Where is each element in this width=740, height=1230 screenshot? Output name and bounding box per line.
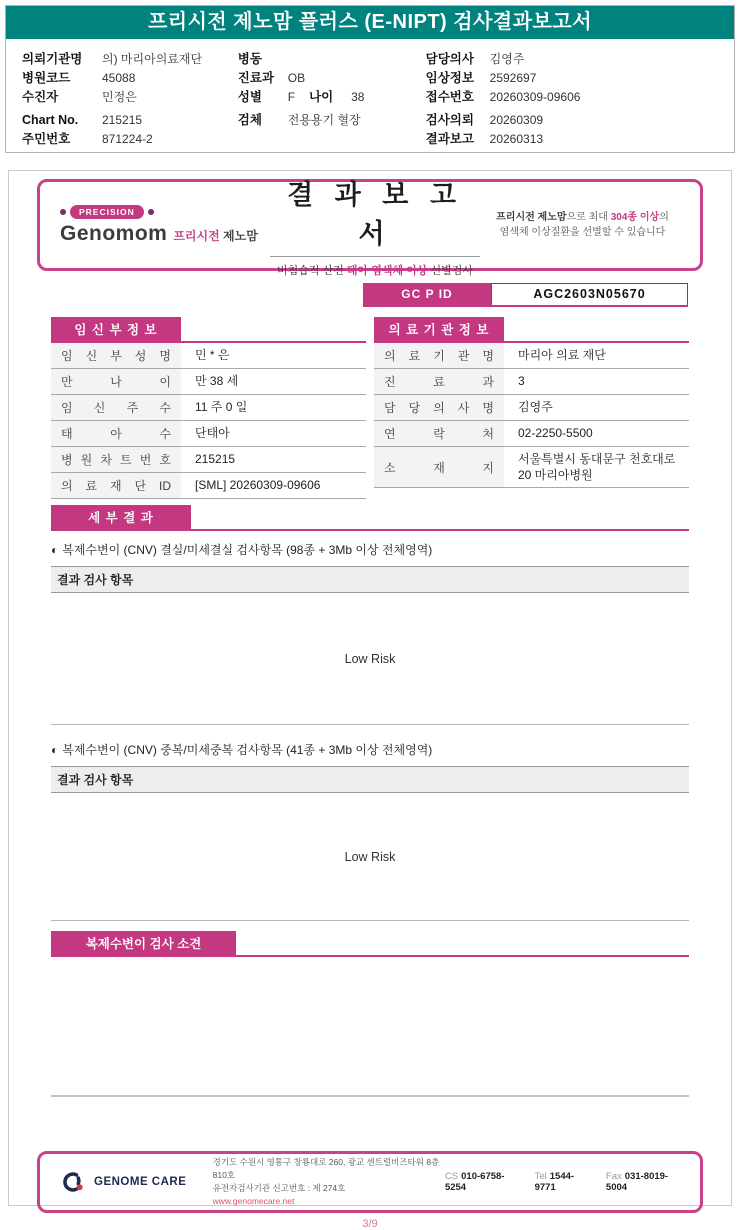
field-value: 215215: [102, 113, 143, 127]
opinion-empty-area: [51, 957, 689, 1097]
field-label-age: 나이: [309, 90, 334, 104]
subtitle-pre: 비침습적 산전: [277, 264, 347, 277]
row-label: [374, 369, 504, 394]
pregnant-table-title: 임 신 부 정 보: [51, 317, 181, 341]
hospital-table-header: [374, 317, 689, 343]
report-page: [8, 170, 732, 1230]
field-label: 임상정보: [425, 71, 474, 85]
pregnant-table-header: [51, 317, 366, 343]
half-circle-bullet-icon: ◐: [51, 743, 59, 757]
page-number: 3/9: [362, 1218, 378, 1230]
gcpid-row: [363, 283, 688, 307]
field-row: [22, 69, 238, 88]
table-row: [51, 395, 366, 421]
genome-care-logo: [58, 1170, 197, 1194]
field-value: 전용용기 혈장: [287, 113, 361, 127]
row-value: 02-2250-5500: [518, 426, 593, 441]
hospital-table-title: 의 료 기 관 정 보: [374, 317, 504, 341]
footer-box: [37, 1151, 703, 1213]
field-value: 김영주: [489, 52, 525, 66]
field-value: F: [287, 90, 296, 104]
risk-status-text: Low Risk: [344, 849, 396, 864]
tagline-mid: 으로 최대: [566, 211, 611, 223]
row-value: 김영주: [518, 400, 553, 415]
table-row: [374, 343, 689, 369]
row-label-text: 담 당 의 사 명: [384, 401, 494, 415]
row-label: [51, 343, 181, 368]
report-title: 결 과 보 고 서: [287, 179, 463, 249]
row-label: [374, 343, 504, 368]
field-row: [238, 88, 426, 107]
license-number: 유전자검사기관 신고번호 : 제 274호: [212, 1183, 346, 1193]
genomom-logo: [60, 205, 265, 246]
tagline-end: 의: [659, 211, 669, 223]
cnv-duplication-heading: [51, 741, 689, 758]
field-label: 수진자: [22, 90, 59, 104]
field-row: [426, 50, 718, 69]
subtitle-post: 선별검사: [427, 264, 473, 277]
opinion-section: [51, 931, 689, 957]
info-tables-row: [51, 317, 689, 499]
table-row: [51, 343, 366, 369]
brand-header-box: [37, 179, 703, 277]
row-label: [374, 421, 504, 446]
tagline-line2: 염색체 이상질환을 선별할 수 있습니다: [499, 227, 666, 238]
tel-contact: [535, 1171, 590, 1193]
field-row: [22, 88, 238, 107]
order-info-grid: [6, 39, 734, 149]
order-info-panel: [5, 5, 735, 153]
logo-kr-rest: 제노맘: [219, 228, 258, 243]
field-row: [426, 88, 718, 107]
row-label-text: 소 재 지: [384, 460, 494, 475]
field-row: [426, 111, 718, 130]
field-label: 진료과: [237, 71, 274, 85]
field-value: 20260309-09606: [489, 90, 581, 104]
row-label: [51, 421, 181, 446]
row-label-text: 임 신 부 성 명: [61, 349, 171, 363]
badge-dot-icon: [60, 209, 66, 215]
row-label-text: 태 아 수: [61, 427, 171, 441]
logo-wordmark: Genomom: [60, 221, 168, 245]
gcpid-value: AGC2603N05670: [491, 283, 688, 305]
detail-section-title: 세 부 결 과: [51, 505, 191, 529]
field-label: 검체: [237, 113, 262, 127]
logo-wordmark-row: [60, 222, 265, 246]
field-row: [22, 130, 238, 149]
company-name: GENOME CARE: [94, 1176, 187, 1188]
tel-number: 1544-9771: [534, 1171, 575, 1193]
cnv-duplication-heading-text: 복제수변이 (CNV) 중복/미세중복 검사항목 (41종 + 3Mb 이상 전체영역): [62, 743, 433, 757]
order-info-col-3: [426, 50, 718, 149]
gc-mark-icon: [58, 1170, 88, 1194]
result-column-header: 결과 검사 항목: [51, 566, 689, 593]
row-value: 단태아: [195, 426, 230, 441]
tel-label: Tel: [534, 1171, 547, 1182]
row-label-text: 진 료 과: [384, 375, 494, 389]
pregnant-info-table: [51, 317, 366, 499]
row-value: 서울특별시 동대문구 천호대로 20 마리아병원: [518, 452, 676, 483]
cs-label: CS: [444, 1171, 459, 1182]
field-label: 성별: [237, 90, 262, 104]
report-subtitle: [265, 262, 485, 278]
hospital-info-table: [374, 317, 689, 499]
row-value: 3: [518, 374, 525, 389]
field-label: 검사의뢰: [425, 113, 474, 127]
field-label: 담당의사: [425, 52, 474, 66]
field-value: 민정은: [102, 90, 137, 104]
detail-results-section: [51, 505, 689, 921]
cnv-deletion-heading: [51, 541, 689, 558]
footer-address-block: [213, 1156, 445, 1209]
row-label-text: 연 락 처: [384, 427, 494, 441]
field-row: [238, 69, 426, 88]
row-label-text: 만 나 이: [61, 375, 171, 389]
website-link[interactable]: www.genomecare.net: [212, 1196, 295, 1207]
field-row: [426, 130, 718, 149]
row-value: [SML] 20260309-09606: [195, 478, 321, 493]
half-circle-bullet-icon: ◐: [51, 543, 59, 557]
table-row: [51, 421, 366, 447]
tagline-highlight: 304종 이상: [610, 211, 660, 223]
subtitle-highlight: 태아 염색체 이상: [346, 264, 428, 277]
field-label: 병원코드: [22, 71, 71, 85]
row-value: 만 38 세: [195, 374, 239, 389]
order-info-col-2: [238, 50, 426, 149]
fax-number: 031-8019-5004: [605, 1171, 669, 1193]
cs-contact: [445, 1171, 519, 1193]
risk-status-text: Low Risk: [344, 651, 396, 666]
footer-contacts: [445, 1171, 682, 1193]
field-row: [238, 111, 426, 130]
field-row: [22, 111, 238, 130]
row-label-text: 임 신 주 수: [61, 401, 171, 415]
tagline-bold: 프리시전 제노맘: [496, 211, 567, 223]
badge-dot-icon: [148, 209, 154, 215]
field-value: 20260309: [489, 113, 544, 127]
field-label: 결과보고: [425, 132, 474, 146]
field-value: OB: [287, 71, 306, 85]
order-info-col-1: [22, 50, 238, 149]
result-column-header: 결과 검사 항목: [51, 766, 689, 793]
field-value-age: 38: [351, 90, 365, 104]
row-label-text: 병 원 차 트 번 호: [61, 453, 171, 467]
table-row: [51, 447, 366, 473]
table-row: [51, 473, 366, 499]
field-label: 병동: [237, 52, 262, 66]
row-value: 민 * 은: [195, 348, 230, 363]
field-label: 의뢰기관명: [22, 52, 83, 66]
field-value: 20260313: [489, 132, 544, 146]
row-label: [51, 395, 181, 420]
fax-contact: [606, 1171, 682, 1193]
field-row: [426, 69, 718, 88]
row-label: [374, 395, 504, 420]
field-label: Chart No.: [22, 113, 79, 127]
opinion-section-header: [51, 931, 689, 957]
cs-number: 010-6758-5254: [444, 1171, 505, 1193]
field-label: 접수번호: [425, 90, 474, 104]
table-row: [374, 447, 689, 488]
row-label-text: 의 료 기 관 명: [384, 349, 494, 363]
report-title-area: [265, 173, 485, 278]
brand-tagline: [485, 210, 680, 241]
logo-kr-highlight: 프리시전: [173, 228, 220, 243]
table-row: [51, 369, 366, 395]
row-label: [51, 447, 181, 472]
precision-badge: PRECISION: [70, 205, 144, 219]
row-label: [51, 473, 181, 498]
row-label: [374, 447, 504, 487]
row-value: 11 주 0 일: [195, 400, 248, 415]
field-value: 2592697: [489, 71, 537, 85]
cnv-duplication-result: [51, 793, 689, 921]
precision-badge-row: [60, 205, 265, 219]
detail-section-header: [51, 505, 689, 531]
field-label: 주민번호: [22, 132, 71, 146]
field-value: 45088: [102, 71, 136, 85]
table-row: [374, 421, 689, 447]
row-value: 215215: [195, 452, 236, 467]
cnv-deletion-heading-text: 복제수변이 (CNV) 결실/미세결실 검사항목 (98종 + 3Mb 이상 전체영역): [62, 543, 433, 557]
row-label: [51, 369, 181, 394]
title-divider: [270, 256, 480, 257]
gcpid-label: GC P ID: [363, 283, 491, 305]
table-row: [374, 395, 689, 421]
field-value: 의) 마리아의료재단: [102, 52, 203, 66]
row-value: 마리아 의료 재단: [518, 348, 606, 363]
field-value: 871224-2: [102, 132, 153, 146]
field-row: [22, 50, 238, 69]
fax-label: Fax: [605, 1171, 622, 1182]
row-label-text: 의 료 재 단 ID: [61, 479, 171, 493]
field-row: [238, 50, 426, 69]
company-address: 경기도 수원시 영통구 창룡대로 260, 광교 센트럴비즈타워 8층 810호: [212, 1156, 440, 1180]
report-main-title: 프리시전 제노맘 플러스 (E-NIPT) 검사결과보고서: [6, 6, 734, 39]
cnv-deletion-result: [51, 593, 689, 725]
table-row: [374, 369, 689, 395]
opinion-section-title: 복제수변이 검사 소견: [51, 931, 236, 955]
